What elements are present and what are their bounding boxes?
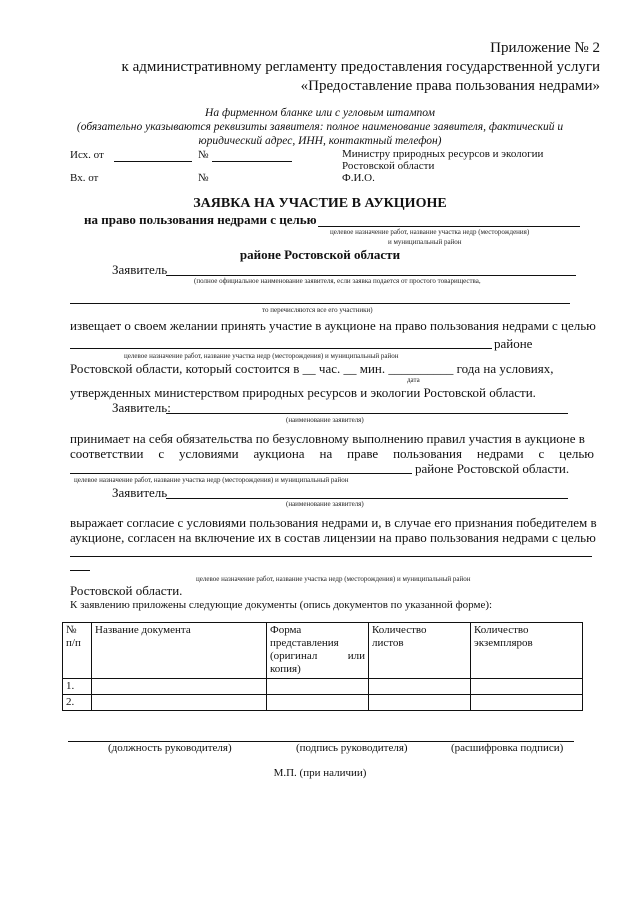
row-doc-name[interactable] [92,679,267,695]
purpose-line-4[interactable] [70,556,592,557]
form-title: ЗАЯВКА НА УЧАСТИЕ В АУКЦИОНЕ [193,196,447,211]
col-form-label-1: Форма [270,624,302,636]
row-doc-sheets[interactable] [369,695,471,711]
applicant-3-caption: (наименование заявителя) [286,500,364,508]
table-row [63,679,583,695]
applicant-2-caption: (наименование заявителя) [286,416,364,424]
col-form-label-3b: или [347,650,365,662]
incoming-num-label: № [198,172,209,184]
col-copies-label-2: экземпляров [474,637,533,649]
row-number: 2. [63,695,92,711]
row-doc-form[interactable] [267,679,369,695]
addressee-minister: Министру природных ресурсов и экологии [342,148,544,160]
applicant-2-label: Заявитель: [112,400,171,415]
row-doc-sheets[interactable] [369,679,471,695]
letterhead-requisites-cont: юридический адрес, ИНН, контактный телефон) [198,135,442,147]
consent-text: выражает согласие с условиями пользования недрами и, в случае его признания победителем в [70,515,597,530]
col-form-header [267,623,369,679]
consent-region-text: Ростовской области. [70,583,183,598]
col-name-label: Название документа [95,624,191,636]
intent-text: извещает о своем желании принять участие в аукционе на право пользования недрами с целью [70,318,596,333]
col-sheets-label-2: листов [372,637,404,649]
raione-text: районе [494,336,533,351]
purpose-line-4-stub[interactable] [70,570,90,571]
documents-intro: К заявлению приложены следующие документы (опись документов по указанной форме): [70,599,493,611]
col-sheets-label-1: Количество [372,624,427,636]
applicant-label: Заявитель [112,262,168,277]
obligations-text: принимает на себя обязательства по безусловному выполнению правил участия в аукционе в [70,431,585,446]
letterhead-note: На фирменном бланке или с угловым штампом [205,107,435,119]
outgoing-number-line[interactable] [212,161,292,162]
col-form-label-4: копия) [270,663,301,675]
purpose-caption-1: целевое назначение работ, название участка недр (месторождения) [330,228,530,236]
purpose-caption-3: целевое назначение работ, название участка недр (месторождения) и муниципальный район [124,352,399,360]
col-copies-header [471,623,583,679]
applicant-name-line-2[interactable] [70,303,570,304]
col-number-label: № п/п [66,624,81,649]
outgoing-date-line[interactable] [114,161,192,162]
region-heading: районе Ростовской области [239,247,401,262]
service-name: «Предоставление права пользования недрами» [300,78,600,94]
obligations-text-2: соответствии с условиями аукциона на праве пользования недрами с целью [70,446,594,461]
applicant-2-line[interactable] [166,413,568,414]
addressee-fio: Ф.И.О. [342,172,375,184]
col-sheets-header [369,623,471,679]
form-subtitle: на право пользования недрами с целью [84,212,317,227]
date-caption: дата [407,376,420,384]
col-number-header [63,623,92,679]
obligations-region-text: районе Ростовской области. [415,461,570,476]
row-doc-copies[interactable] [471,679,583,695]
incoming-label: Вх. от [70,172,99,184]
consent-text-2: аукционе, согласен на включение их в состав лицензии на право пользования недрами с целью [70,530,596,545]
applicant-caption-1: (полное официальное наименование заявителя, если заявка подается от простого товарищества, [194,277,481,285]
letterhead-requisites: (обязательно указываются реквизиты заявителя: полное наименование заявителя, фактический и [76,121,564,133]
outgoing-label: Исх. от [70,149,104,161]
purpose-line-1[interactable] [318,226,580,227]
table-header-row [63,623,583,679]
signature-position-caption: (должность руководителя) [108,742,232,754]
col-form-label-2: представления [270,637,339,649]
applicant-3-label: Заявитель [112,485,168,500]
row-doc-name[interactable] [92,695,267,711]
col-copies-label-1: Количество [474,624,529,636]
row-doc-copies[interactable] [471,695,583,711]
documents-table [62,622,583,711]
addressee-region: Ростовской области [342,160,435,172]
approval-text: утвержденных министерством природных ресурсов и экологии Ростовской области. [70,385,536,400]
signature-sign-caption: (подпись руководителя) [296,742,408,754]
auction-time-text: Ростовской области, который состоится в __ час. __ мин. __________ года на условиях, [70,361,554,376]
purpose-line-2[interactable] [70,348,492,349]
applicant-3-line[interactable] [166,498,568,499]
applicant-name-line[interactable] [166,275,576,276]
regulation-reference: к административному регламенту предоставления государственной услуги [121,59,600,75]
purpose-caption-4: целевое назначение работ, название участка недр (месторождения) и муниципальный район [74,476,349,484]
outgoing-num-label: № [198,149,209,161]
applicant-caption-2: то перечисляются все его участники) [262,306,373,314]
appendix-number: Приложение № 2 [490,40,600,56]
purpose-caption-5: целевое назначение работ, название участка недр (месторождения) и муниципальный район [196,575,471,583]
purpose-caption-2: и муниципальный район [388,238,462,246]
table-row [63,695,583,711]
signature-decode-caption: (расшифровка подписи) [451,742,564,754]
col-name-header [92,623,267,679]
stamp-caption: М.П. (при наличии) [273,767,367,779]
row-number: 1. [63,679,92,695]
purpose-line-3[interactable] [70,473,412,474]
row-doc-form[interactable] [267,695,369,711]
col-form-label-3a: (оригинал [270,650,318,662]
